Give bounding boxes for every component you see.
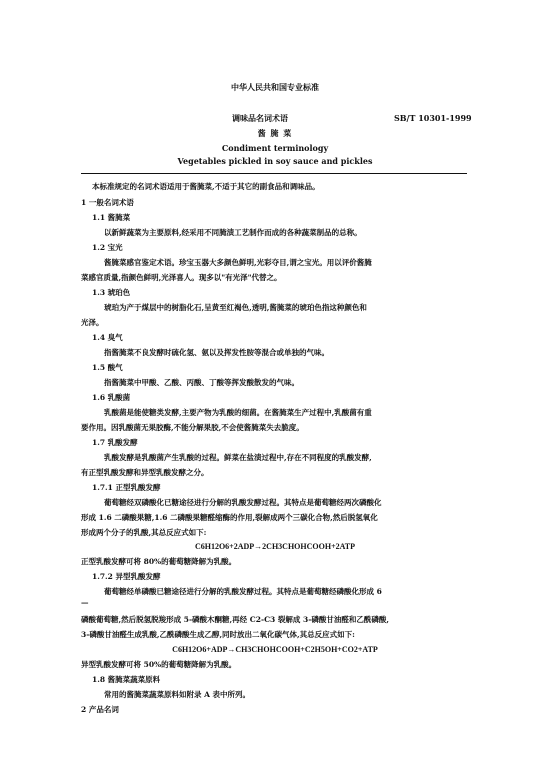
term-1-7-2-heading: 1.7.2 异型乳酸发酵 bbox=[92, 572, 161, 581]
english-title-1: Condiment terminology bbox=[221, 143, 329, 153]
term-1-7-1-text-line-3: 形成两个分子的乳酸,其总反应式如下: bbox=[81, 528, 207, 537]
term-1-4-heading: 1.4 臭气 bbox=[92, 333, 123, 342]
intro-paragraph: 本标准规定的名词术语适用于酱腌菜,不适于其它的副食品和调味品。 bbox=[92, 182, 320, 191]
english-title-2: Vegetables pickled in soy sauce and pickles bbox=[177, 156, 373, 166]
term-1-8-text: 常用的酱腌菜蔬菜原料如附录 A 表中所列。 bbox=[104, 690, 251, 699]
doc-number: SB/T 10301-1999 bbox=[394, 113, 472, 123]
term-1-7-1-text-line-4: 正型乳酸发酵可将 80%的葡萄糖降解为乳酸。 bbox=[81, 557, 237, 566]
reaction-formula-2: C6H12O6+ADP→CH3CHOHCOOH+C2H5OH+CO2+ATP bbox=[172, 645, 378, 654]
term-1-7-text-line-1: 乳酸发酵是乳酸菌产生乳酸的过程。鲜菜在盐渍过程中,存在不同程度的乳酸发酵, bbox=[104, 453, 372, 462]
standard-authority: 中华人民共和国专业标准 bbox=[231, 82, 319, 92]
header-rule bbox=[81, 173, 467, 174]
doc-subtitle: 酱 腌 菜 bbox=[257, 128, 293, 138]
term-1-3-heading: 1.3 琥珀色 bbox=[92, 288, 131, 297]
term-1-7-2-text-line-4: 3-磷酸甘油醛生成乳酸,乙酰磷酸生成乙醇,同时放出二氧化碳气体,其总反应式如下: bbox=[81, 630, 355, 639]
term-1-5-heading: 1.5 酸气 bbox=[92, 363, 123, 372]
term-1-7-heading: 1.7 乳酸发酵 bbox=[92, 438, 138, 447]
term-1-3-text-line-2: 光泽。 bbox=[81, 318, 104, 327]
term-1-7-2-text-line-5: 异型乳酸发酵可将 50%的葡萄糖降解为乳酸。 bbox=[81, 660, 237, 669]
term-1-4-text: 指酱腌菜不良发酵时硫化氢、氨以及挥发性胺等混合或单独的气味。 bbox=[104, 348, 329, 357]
term-1-1-heading: 1.1 酱腌菜 bbox=[92, 213, 131, 222]
term-1-2-text-line-1: 酱腌菜感官鉴定术语。珍宝玉器大多颜色鲜明,光彩夺目,谓之宝光。用以评价酱腌 bbox=[104, 258, 372, 267]
term-1-8-heading: 1.8 酱腌菜蔬菜原料 bbox=[92, 675, 161, 684]
section-2-heading: 2 产品名词 bbox=[81, 705, 119, 714]
term-1-7-2-text-line-2: — bbox=[81, 598, 89, 607]
term-1-6-text-line-1: 乳酸菌是能使糖类发酵,主要产物为乳酸的细菌。在酱腌菜生产过程中,乳酸菌有重 bbox=[104, 408, 372, 417]
term-1-7-1-heading: 1.7.1 正型乳酸发酵 bbox=[92, 483, 161, 492]
section-1-heading: 1 一般名词术语 bbox=[81, 198, 134, 207]
term-1-6-text-line-2: 要作用。因乳酸菌无果胶酶,不能分解果胶,不会使酱腌菜失去脆度。 bbox=[81, 423, 304, 432]
reaction-formula-1: C6H12O6+2ADP→2CH3CHOHCOOH+2ATP bbox=[194, 542, 356, 551]
term-1-3-text-line-1: 琥珀为产于煤层中的树脂化石,呈黄至红褐色,透明,酱腌菜的琥珀色指这种颜色和 bbox=[104, 303, 367, 312]
term-1-7-1-text-line-1: 葡萄糖经双磷酸化已糖途径进行分解的乳酸发酵过程。其特点是葡萄糖经两次磷酸化 bbox=[104, 498, 382, 507]
term-1-6-heading: 1.6 乳酸菌 bbox=[92, 393, 131, 402]
term-1-7-1-text-line-2: 形成 1.6 二磷酸果糖,1.6 二磷酸果糖醛缩酶的作用,裂解成两个三碳化合物,然后脱氢氧化 bbox=[81, 513, 378, 522]
term-1-1-text: 以新鲜蔬菜为主要原料,经采用不同腌渍工艺制作而成的各种蔬菜制品的总称。 bbox=[104, 228, 362, 237]
term-1-2-text-line-2: 菜感官质量,指颜色鲜明,光泽喜人。现多以"有光泽"代替之。 bbox=[81, 273, 282, 282]
term-1-7-2-text-line-3: 磷酸葡萄糖,然后脱氢脱羧形成 5-磷酸木酮糖,再经 C2-C3 裂解成 3-磷酸甘油醛和乙酰磷酸, bbox=[81, 615, 389, 624]
term-1-7-2-text-line-1: 葡萄糖经单磷酸已糖途径进行分解的乳酸发酵过程。其特点是葡萄糖经磷酸化形成 6 bbox=[104, 587, 382, 596]
term-1-2-heading: 1.2 宝光 bbox=[92, 243, 123, 252]
term-1-7-text-line-2: 有正型乳酸发酵和异型乳酸发酵之分。 bbox=[81, 468, 209, 477]
doc-title: 调味品名词术语 bbox=[232, 113, 288, 123]
term-1-5-text: 指酱腌菜中甲酸、乙酸、丙酸、丁酸等挥发酸散发的气味。 bbox=[104, 378, 299, 387]
